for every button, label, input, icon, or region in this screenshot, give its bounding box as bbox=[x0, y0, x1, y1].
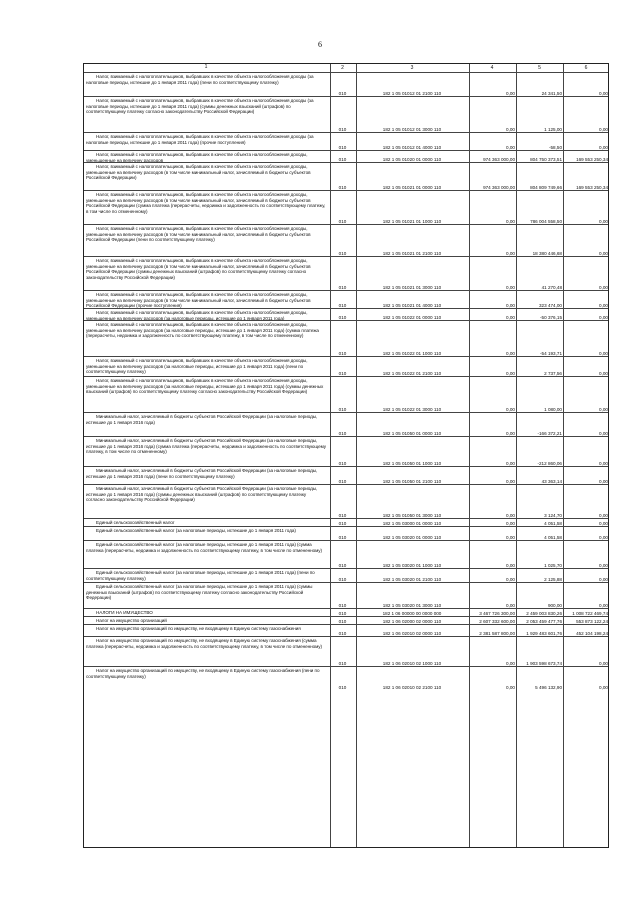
row-executed: 4 051,58 bbox=[544, 534, 562, 540]
page-number: 6 bbox=[318, 40, 322, 49]
row-income-code: 182 1 05 03000 01 0000 110 bbox=[382, 520, 442, 526]
row-unexecuted: 0,00 bbox=[599, 602, 608, 608]
table-row bbox=[84, 666, 608, 691]
row-unexecuted: 0,00 bbox=[599, 250, 608, 256]
row-unexecuted: 0,00 bbox=[599, 284, 608, 290]
row-approved: 0,00 bbox=[506, 684, 515, 690]
row-approved: 0,00 bbox=[506, 602, 515, 608]
row-executed: 2 737,56 bbox=[544, 370, 562, 376]
row-approved: 0,00 bbox=[506, 314, 515, 320]
row-executed: 2 053 459 477,76 bbox=[526, 618, 562, 624]
row-line-code: 010 bbox=[338, 430, 347, 436]
row-executed: 1 929 483 601,76 bbox=[526, 630, 562, 636]
header-cell: 5 bbox=[538, 64, 541, 71]
row-unexecuted: 0,00 bbox=[599, 512, 608, 518]
row-executed: 18 380 446,68 bbox=[532, 250, 562, 256]
row-line-code: 010 bbox=[338, 576, 347, 582]
row-unexecuted: 0,00 bbox=[599, 576, 608, 582]
table-row bbox=[84, 96, 608, 133]
row-approved: 0,00 bbox=[506, 350, 515, 356]
table-row bbox=[84, 568, 608, 583]
row-unexecuted: 1 008 722 469,74 bbox=[572, 610, 608, 616]
row-name: Налог на имущество организаций по имуществу, не входящему в Единую систему газоснабжения (пени по соответствующему платежу) bbox=[86, 668, 320, 679]
row-income-code: 182 1 05 01050 01 2100 110 bbox=[382, 478, 442, 484]
row-name: Налог на имущество организаций по имуществу, не входящему в Единую систему газоснабжения bbox=[96, 626, 301, 631]
row-line-code: 010 bbox=[338, 478, 347, 484]
table-row bbox=[84, 412, 608, 437]
row-executed: 804 809 749,66 bbox=[530, 184, 562, 190]
row-line-code: 010 bbox=[338, 90, 347, 96]
row-line-code: 010 bbox=[338, 684, 347, 690]
row-approved: 0,00 bbox=[506, 562, 515, 568]
row-name: Налог, взимаемый с налогоплательщиков, выбравших в качестве объекта налогообложения доходы, уменьшенные на величину расходов (в том числе минимальный налог, зачисляемый в бюджеты субъектов Российской Федерации (прочие поступления) bbox=[86, 292, 311, 309]
row-income-code: 182 1 05 01021 01 4000 110 bbox=[382, 302, 442, 308]
row-approved: 2 381 587 800,00 bbox=[479, 630, 515, 636]
row-executed: 1 080,00 bbox=[544, 406, 562, 412]
row-income-code: 182 1 05 01021 01 0000 110 bbox=[382, 184, 442, 190]
row-line-code: 010 bbox=[338, 534, 347, 540]
row-approved: 0,00 bbox=[506, 430, 515, 436]
row-name: Налог, взимаемый с налогоплательщиков, выбравших в качестве объекта налогообложения доходы (за налоговые периоды, истекшие до 1 января 2011 года) (суммы денежных взысканий (штрафов) по соответствующему платежу согласно законодательству Российской Федерации) bbox=[86, 98, 314, 115]
row-unexecuted: 0,00 bbox=[599, 126, 608, 132]
header-cell: 2 bbox=[341, 64, 344, 71]
table-header-row bbox=[84, 64, 608, 72]
row-name: Налог, взимаемый с налогоплательщиков, выбравших в качестве объекта налогообложения доходы (за налоговые периоды, истекшие до 1 января 2011 года) (прочие поступления) bbox=[86, 134, 314, 145]
row-executed: 1 025,70 bbox=[544, 562, 562, 568]
table-row bbox=[84, 436, 608, 467]
row-income-code: 182 1 05 01021 01 2100 110 bbox=[382, 250, 442, 256]
row-executed: 323 474,00 bbox=[539, 302, 562, 308]
row-executed: 43 363,14 bbox=[541, 478, 562, 484]
row-line-code: 010 bbox=[338, 314, 347, 320]
row-unexecuted: 0,00 bbox=[599, 478, 608, 484]
row-income-code: 182 1 05 03020 01 1000 110 bbox=[382, 562, 442, 568]
row-unexecuted: 0,00 bbox=[599, 520, 608, 526]
row-approved: 3 467 726 300,00 bbox=[479, 610, 515, 616]
table-row bbox=[84, 290, 608, 309]
row-approved: 0,00 bbox=[506, 520, 515, 526]
row-executed: 1 125,00 bbox=[544, 126, 562, 132]
header-cell: 4 bbox=[490, 64, 494, 71]
row-line-code: 010 bbox=[338, 350, 347, 356]
row-line-code: 010 bbox=[338, 126, 347, 132]
row-unexecuted: 0,00 bbox=[599, 406, 608, 412]
row-income-code: 182 1 05 01022 01 2100 110 bbox=[382, 370, 442, 376]
table-row bbox=[84, 356, 608, 377]
row-line-code: 010 bbox=[338, 460, 347, 466]
row-line-code: 010 bbox=[338, 218, 347, 224]
row-approved: 0,00 bbox=[506, 576, 515, 582]
row-approved: 0,00 bbox=[506, 660, 515, 666]
row-approved: 0,00 bbox=[506, 406, 515, 412]
row-unexecuted: 0,00 bbox=[599, 534, 608, 540]
row-income-code: 182 1 05 01050 01 1000 110 bbox=[382, 460, 442, 466]
row-name: Налог, взимаемый с налогоплательщиков, выбравших в качестве объекта налогообложения доходы, уменьшенные на величину расходов (за налоговые периоды, истекшие до 1 января 2011 года) (пени по соответствующему платежу) bbox=[86, 358, 308, 375]
row-executed: 41 270,48 bbox=[541, 284, 562, 290]
row-income-code: 182 1 05 01012 01 3000 110 bbox=[382, 126, 442, 132]
row-unexecuted: 553 873 122,24 bbox=[576, 618, 608, 624]
row-name: Налог, взимаемый с налогоплательщиков, выбравших в качестве объекта налогообложения доходы, уменьшенные на величину расходов (в том числе минимальный налог, зачисляемый в бюджеты субъектов Российской Федерации) bbox=[86, 164, 311, 181]
row-line-code: 010 bbox=[338, 302, 347, 308]
row-approved: 0,00 bbox=[506, 126, 515, 132]
row-name: Налог, взимаемый с налогоплательщиков, выбравших в качестве объекта налогообложения доходы, уменьшенные на величину расходов (в том числе минимальный налог, зачисляемый в бюджеты субъектов Российской Федерации (суммы денежных взысканий (штрафов) по соответствующему платежу согласно законодательству Российской Федерации) bbox=[86, 258, 311, 281]
row-line-code: 010 bbox=[338, 144, 347, 150]
row-line-code: 010 bbox=[338, 520, 347, 526]
table-row bbox=[84, 190, 608, 225]
row-executed: 900,00 bbox=[547, 602, 562, 608]
row-approved: 0,00 bbox=[506, 302, 515, 308]
row-executed: 4 051,58 bbox=[544, 520, 562, 526]
row-approved: 0,00 bbox=[506, 284, 515, 290]
row-income-code: 182 1 06 02010 02 0000 110 bbox=[382, 630, 442, 636]
row-name: Налог, взимаемый с налогоплательщиков, выбравших в качестве объекта налогообложения доходы, уменьшенные на величину расходов (за налоговые периоды, истекшие до 1 января 2011 года) (сумма платежа (перерасчеты, недоимка и задолженность по соответствующему платежу, в том числе по отмененному) bbox=[86, 322, 319, 339]
row-unexecuted: 0,00 bbox=[599, 684, 608, 690]
row-name: Налог, взимаемый с налогоплательщиков, выбравших в качестве объекта налогообложения доходы, уменьшенные на величину расходов bbox=[86, 152, 308, 163]
row-income-code: 182 1 05 01012 01 4000 110 bbox=[382, 144, 442, 150]
row-line-code: 010 bbox=[338, 250, 347, 256]
row-name: Минимальный налог, зачисляемый в бюджеты субъектов Российской Федерации (за налоговые периоды, истекшие до 1 января 2016 года) bbox=[86, 414, 318, 425]
row-approved: 0,00 bbox=[506, 90, 515, 96]
row-income-code: 182 1 06 02000 02 0000 110 bbox=[382, 618, 442, 624]
row-name: Минимальный налог, зачисляемый в бюджеты субъектов Российской Федерации (за налоговые периоды, истекшие до 1 января 2016 года) (сумма платежа (перерасчеты, недоимка и задолженность по соответствующему платежу, в том числе по отмененному) bbox=[86, 438, 326, 455]
row-executed: 3 124,70 bbox=[544, 512, 562, 518]
row-name: Налог, взимаемый с налогоплательщиков, выбравших в качестве объекта налогообложения доходы, уменьшенные на величину расходов (в том числе минимальный налог, зачисляемый в бюджеты субъектов Российской Федерации (пени по соответствующему платежу) bbox=[86, 226, 311, 243]
row-income-code: 182 1 06 02010 02 1000 110 bbox=[382, 660, 442, 666]
row-income-code: 182 1 05 03020 01 3000 110 bbox=[382, 602, 442, 608]
table-row bbox=[84, 256, 608, 291]
row-income-code: 182 1 05 01021 01 1000 110 bbox=[382, 218, 442, 224]
row-approved: 0,00 bbox=[506, 512, 515, 518]
row-executed: 5 496 132,90 bbox=[535, 684, 562, 690]
row-line-code: 010 bbox=[338, 562, 347, 568]
row-name: Налог, взимаемый с налогоплательщиков, выбравших в качестве объекта налогообложения доходы, уменьшенные на величину расходов (за налоговые периоды, истекшие до 1 января 2011 года) (суммы денежных взысканий (штрафов) по соответствующему платежу согласно законодательству Российской Федерации) bbox=[86, 378, 324, 395]
table-row bbox=[84, 466, 608, 485]
row-approved: 0,00 bbox=[506, 250, 515, 256]
row-executed: 24 341,50 bbox=[541, 90, 562, 96]
row-approved: 2 607 332 600,00 bbox=[479, 618, 515, 624]
row-income-code: 182 1 06 00000 00 0000 000 bbox=[382, 610, 442, 616]
row-executed: 2 459 003 830,26 bbox=[526, 610, 562, 616]
row-name: НАЛОГИ НА ИМУЩЕСТВО bbox=[96, 610, 153, 615]
row-income-code: 182 1 05 01012 01 2100 110 bbox=[382, 90, 442, 96]
row-executed: 1 903 598 673,74 bbox=[526, 660, 562, 666]
table-row bbox=[84, 484, 608, 519]
row-name: Налог, взимаемый с налогоплательщиков, выбравших в качестве объекта налогообложения доходы, уменьшенные на величину расходов (за налоговые периоды, истекшие до 1 января 2011 года) bbox=[86, 310, 308, 321]
row-unexecuted: 0,00 bbox=[599, 144, 608, 150]
row-executed: -166 372,21 bbox=[537, 430, 562, 436]
report-table bbox=[83, 63, 609, 848]
row-unexecuted: 0,00 bbox=[599, 460, 608, 466]
row-unexecuted: 0,00 bbox=[599, 430, 608, 436]
row-name: Единый сельскохозяйственный налог (за налоговые периоды, истекшие до 1 января 2011 года) (сумма платежа (перерасчеты, недоимка и задолженность по соответствующему платежу, в том числе по отмененному) bbox=[86, 542, 322, 553]
row-name: Единый сельскохозяйственный налог bbox=[96, 520, 175, 525]
table-row bbox=[84, 132, 608, 151]
row-income-code: 182 1 05 01021 01 3000 110 bbox=[382, 284, 442, 290]
table-row bbox=[84, 636, 608, 667]
row-line-code: 010 bbox=[338, 156, 347, 162]
row-income-code: 182 1 06 02010 02 2100 110 bbox=[382, 684, 442, 690]
header-cell: 6 bbox=[584, 64, 588, 71]
row-executed: -58,50 bbox=[548, 144, 562, 150]
row-unexecuted: 0,00 bbox=[599, 314, 608, 320]
row-approved: 0,00 bbox=[506, 144, 515, 150]
row-executed: 2 125,88 bbox=[544, 576, 562, 582]
table-row bbox=[84, 72, 608, 97]
row-unexecuted: 0,00 bbox=[599, 218, 608, 224]
row-income-code: 182 1 05 03020 01 0000 110 bbox=[382, 534, 442, 540]
row-name: Минимальный налог, зачисляемый в бюджеты субъектов Российской Федерации (за налоговые периоды, истекшие до 1 января 2016 года) (суммы денежных взысканий (штрафов) по соответствующему платежу согласно законодательству Российской Федерации) bbox=[86, 486, 318, 503]
row-unexecuted: 452 104 198,24 bbox=[576, 630, 608, 636]
row-executed: 804 750 373,51 bbox=[530, 156, 562, 162]
header-cell: 1 bbox=[204, 64, 208, 71]
table-row bbox=[84, 582, 608, 609]
row-name: Минимальный налог, зачисляемый в бюджеты субъектов Российской Федерации (за налоговые периоды, истекшие до 1 января 2016 года) (пени по соответствующему платежу) bbox=[86, 468, 318, 479]
row-unexecuted: 0,00 bbox=[599, 90, 608, 96]
row-income-code: 182 1 05 01022 01 0000 110 bbox=[382, 314, 442, 320]
row-line-code: 010 bbox=[338, 370, 347, 376]
row-income-code: 182 1 05 01050 01 0000 110 bbox=[382, 430, 442, 436]
row-income-code: 182 1 05 01020 01 0000 110 bbox=[382, 156, 442, 162]
table-row bbox=[84, 526, 608, 541]
row-line-code: 010 bbox=[338, 184, 347, 190]
row-unexecuted: 169 553 250,34 bbox=[576, 184, 608, 190]
row-line-code: 010 bbox=[338, 406, 347, 412]
row-approved: 974 363 000,00 bbox=[483, 156, 515, 162]
row-approved: 0,00 bbox=[506, 478, 515, 484]
row-name: Единый сельскохозяйственный налог (за налоговые периоды, истекшие до 1 января 2011 года) (пени по соответствующему платежу) bbox=[86, 570, 315, 581]
table-row bbox=[84, 540, 608, 569]
row-approved: 0,00 bbox=[506, 460, 515, 466]
row-unexecuted: 0,00 bbox=[599, 562, 608, 568]
row-income-code: 182 1 05 03020 01 2100 110 bbox=[382, 576, 442, 582]
table-row bbox=[84, 224, 608, 257]
row-approved: 0,00 bbox=[506, 370, 515, 376]
row-line-code: 010 bbox=[338, 618, 347, 624]
row-income-code: 182 1 05 01022 01 1000 110 bbox=[382, 350, 442, 356]
row-unexecuted: 0,00 bbox=[599, 350, 608, 356]
row-line-code: 010 bbox=[338, 602, 347, 608]
row-line-code: 010 bbox=[338, 630, 347, 636]
row-line-code: 010 bbox=[338, 284, 347, 290]
row-executed: 786 004 558,50 bbox=[530, 218, 562, 224]
row-executed: -50 376,15 bbox=[540, 314, 562, 320]
table-row bbox=[84, 162, 608, 191]
row-name: Налог, взимаемый с налогоплательщиков, выбравших в качестве объекта налогообложения доходы (за налоговые периоды, истекшие до 1 января 2011 года) (пени по соответствующему платежу) bbox=[86, 74, 314, 85]
row-name: Налог на имущество организаций по имуществу, не входящему в Единую систему газоснабжения (сумма платежа (перерасчеты, недоимка и задолженность по соответствующему платежу, в том числе по отмененному) bbox=[86, 638, 322, 649]
row-name: Единый сельскохозяйственный налог (за налоговые периоды, истекшие до 1 января 2011 года) (суммы денежных взысканий (штрафов) по соответствующему платежу согласно законодательству Российской Федерации) bbox=[86, 584, 313, 601]
row-executed: -54 193,71 bbox=[540, 350, 562, 356]
row-income-code: 182 1 05 01050 01 3000 110 bbox=[382, 512, 442, 518]
row-line-code: 010 bbox=[338, 512, 347, 518]
row-name: Налог, взимаемый с налогоплательщиков, выбравших в качестве объекта налогообложения доходы, уменьшенные на величину расходов (в том числе минимальный налог, зачисляемый в бюджеты субъектов Российской Федерации (сумма платежа (перерасчеты, недоимка и задолженность по соответствующему платежу, в том числе по отмененному) bbox=[86, 192, 326, 215]
row-name: Единый сельскохозяйственный налог (за налоговые периоды, истекшие до 1 января 2011 года) bbox=[96, 528, 296, 533]
row-name: Налог на имущество организаций bbox=[96, 618, 167, 623]
row-unexecuted: 0,00 bbox=[599, 370, 608, 376]
row-approved: 0,00 bbox=[506, 534, 515, 540]
row-line-code: 010 bbox=[338, 610, 347, 616]
row-income-code: 182 1 05 01022 01 3000 110 bbox=[382, 406, 442, 412]
row-approved: 974 363 000,00 bbox=[483, 184, 515, 190]
row-line-code: 010 bbox=[338, 660, 347, 666]
row-unexecuted: 0,00 bbox=[599, 660, 608, 666]
row-executed: -212 860,06 bbox=[537, 460, 562, 466]
row-approved: 0,00 bbox=[506, 218, 515, 224]
row-unexecuted: 169 553 250,34 bbox=[576, 156, 608, 162]
table-row bbox=[84, 320, 608, 357]
table-row bbox=[84, 376, 608, 413]
header-cell: 3 bbox=[410, 64, 414, 71]
row-unexecuted: 0,00 bbox=[599, 302, 608, 308]
